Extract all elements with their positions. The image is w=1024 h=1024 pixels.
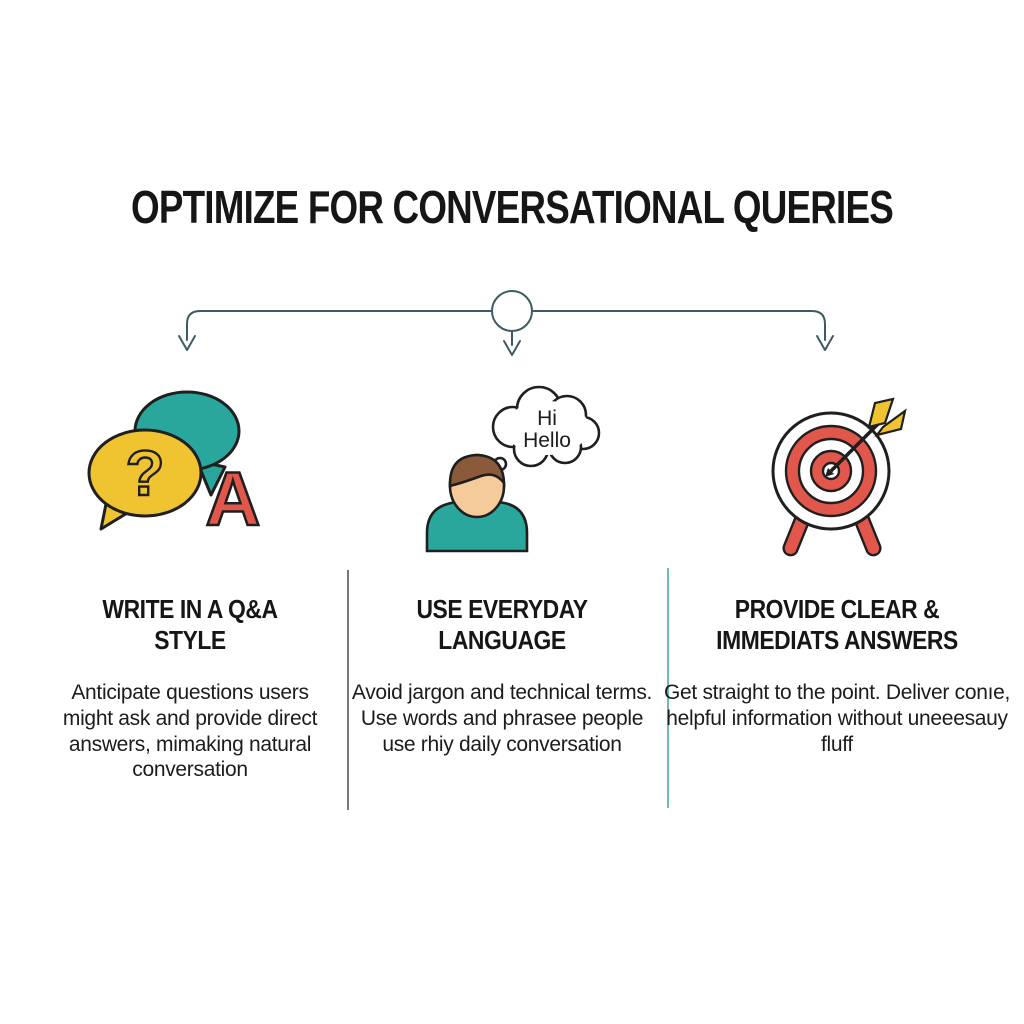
column-body-text: Avoid jargon and technical terms. Use words and phrasee people use rhiy daily conversation [351, 681, 653, 756]
thought-bubble-text-line2: Hello [523, 429, 571, 452]
person-thought-bubble-icon [413, 383, 613, 558]
question-answer-bubbles-icon [85, 383, 275, 548]
column-body-text: Anticipate questions users might ask and provide direct answers, mimaking natural conversation [62, 681, 318, 782]
question-mark-glyph: ? [125, 437, 165, 509]
arrow-down-icon [817, 336, 833, 350]
connector-root-circle [492, 291, 532, 331]
connector-branch-right [531, 311, 825, 340]
column-heading [684, 594, 990, 656]
arrow-down-icon [179, 336, 195, 350]
column-clear-answers [663, 594, 1011, 757]
connector-branch-left [187, 311, 493, 340]
page-title: OPTIMIZE FOR CONVERSATIONAL QUERIES [131, 181, 893, 233]
column-heading-line: WRITE IN A Q&A [102, 594, 278, 624]
column-qa-style [25, 594, 355, 783]
column-heading-line: USE EVERYDAY [416, 594, 588, 624]
column-heading [45, 594, 335, 656]
arrow-down-icon [504, 341, 520, 355]
thought-bubble-text-line1: Hi [537, 407, 557, 430]
column-heading-line: PROVIDE CLEAR & [734, 594, 940, 624]
target-arrow-icon [743, 383, 923, 568]
column-heading-line: STYLE [154, 625, 226, 656]
column-heading [362, 594, 642, 656]
column-everyday-language [343, 594, 661, 757]
answer-letter-glyph: A [205, 457, 261, 542]
column-heading-line: LANGUAGE [438, 625, 566, 656]
column-heading-line: IMMEDIATS ANSWERS [716, 625, 958, 656]
column-body-text: Get straight to the point. Deliver conıe, helpful information without uneeesauy fluff [663, 681, 1011, 756]
